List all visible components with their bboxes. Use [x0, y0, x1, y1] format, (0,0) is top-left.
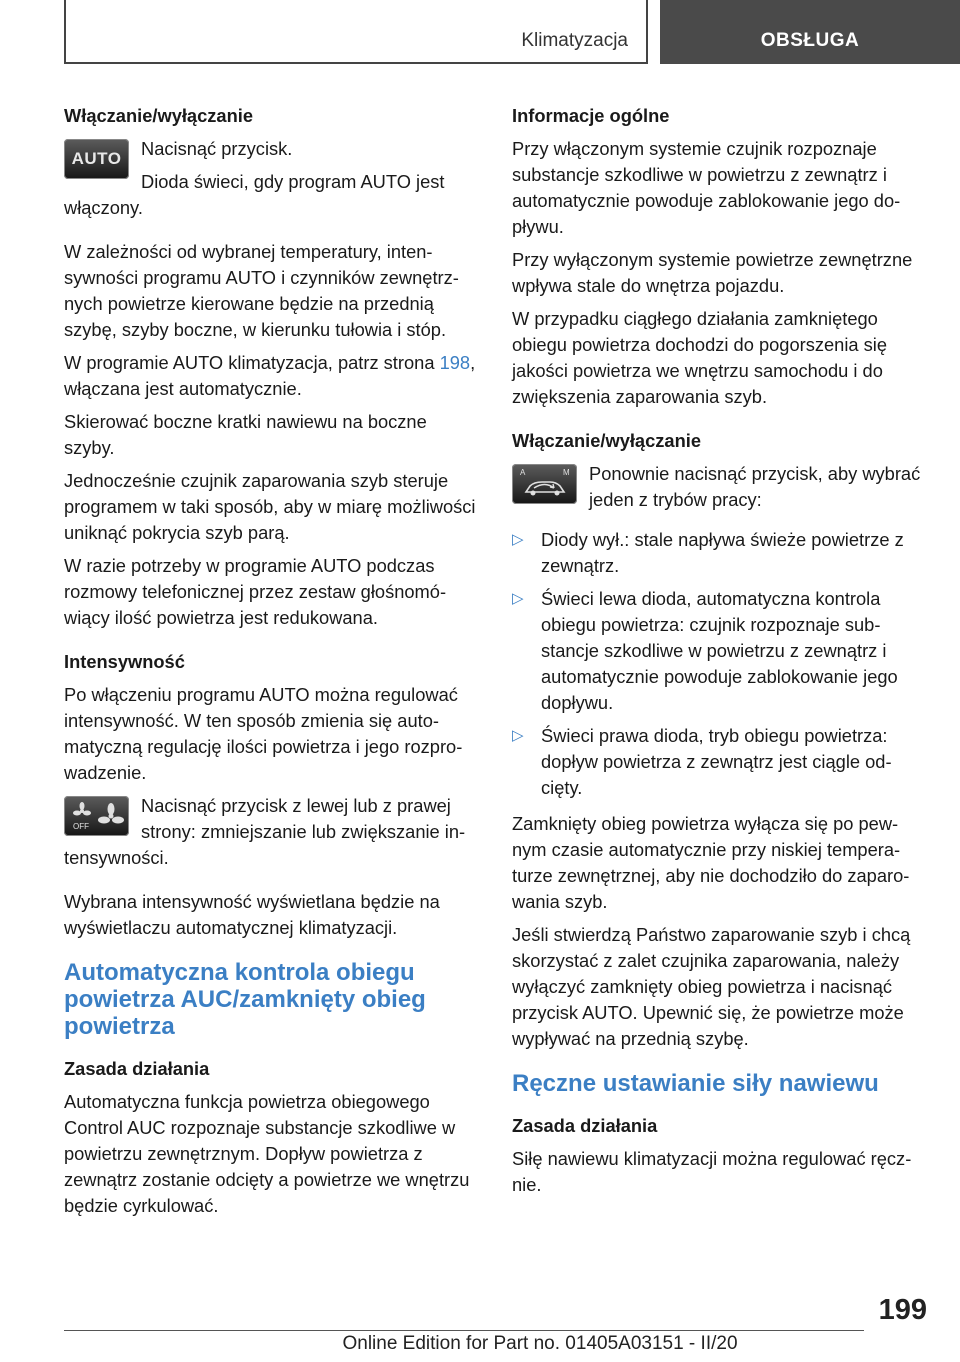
subheading-on-off: Włączanie/wyłączanie — [64, 105, 253, 126]
text-closed-loop: W przypadku ciągłego działania zamkniętego obiegu powietrza dochodzi do pogorszenia się jakości powietrza we wnętrzu samochodu i do zwiększenia zaparowania szyb. — [512, 308, 888, 407]
svg-text:OFF: OFF — [73, 822, 89, 831]
text-system-off: Przy wyłączonym systemie powietrze zewnętrzne wpływa stale do wnętrza pojazdu. — [512, 249, 913, 296]
car-recirculation-icon — [512, 464, 577, 504]
text-display: Wybrana intensywność wyświetlana będzie na wyświetlaczu automatycznej klimatyzacji. — [64, 891, 440, 938]
text-phone-call: W razie potrzeby w programie AUTO podczas rozmowy telefonicznej przez zestaw głośnomówiący ilość powietrza jest redukowana. — [64, 555, 447, 628]
fan-button-icon — [64, 796, 129, 836]
svg-text:M: M — [563, 468, 570, 477]
text-fog-sensor: Jednocześnie czujnik zaparowania szyb steruje programem w taki sposób, aby w miarę możliwości uniknąć pokrycia szyb parą. — [64, 470, 476, 543]
auto-button-icon: AUTO — [64, 139, 129, 179]
mode-list — [512, 527, 926, 801]
subheading-intensity: Intensywność — [64, 651, 185, 672]
text-fan-buttons: Nacisnąć przycisk z lewej lub z prawej strony: zmniejszanie lub zwiększanie intensywności. — [64, 795, 466, 868]
auto-button-block — [64, 136, 478, 221]
text-auto-switch-off: Zamknięty obieg powietrza wyłącza się po pewnym czasie automatycznie przy niskiej temperaturze zewnętrznej, aby nie dochodziło do zaparowania szyb. — [512, 813, 910, 912]
section-heading-manual-airflow: Ręczne ustawianie siły nawiewu — [512, 1070, 879, 1097]
text-manual-airflow: Siłę nawiewu klimatyzacji można regulować ręcznie. — [512, 1148, 912, 1195]
subheading-general-info: Informacje ogólne — [512, 105, 670, 126]
footer-divider — [64, 1330, 864, 1331]
text-air-distribution: W zależności od wybranej temperatury, intensywności programu AUTO i czynników zewnętrznych powietrze kierowane będzie na przednią szybę, szyby boczne, w kierunku tułowia i stóp. — [64, 241, 459, 340]
page-link[interactable]: 198 — [439, 352, 471, 373]
text-side-vents: Skierować boczne kratki nawiewu na boczne szyby. — [64, 411, 427, 458]
text-press-button: Nacisnąć przycisk. — [141, 138, 293, 159]
header-frame — [64, 0, 648, 64]
text-led-on: Dioda świeci, gdy program AUTO jest włączony. — [64, 171, 445, 218]
text-auto-program: W programie AUTO klimatyzacja, patrz strona 198, włączana jest automatycznie. — [64, 352, 476, 399]
right-column — [512, 103, 926, 1205]
left-column — [64, 103, 478, 1226]
text-press-again: Ponownie nacisnąć przycisk, aby wybrać jeden z trybów pracy: — [589, 463, 921, 510]
text-fog-advice: Jeśli stwierdzą Państwo zaparowanie szyb i chcą skorzystać z zalet czujnika zaparowania, należy wyłączyć zamknięty obieg powietrza i nacisnąć przycisk AUTO. Upewnić się, że powietrze może wypływać na przednią szybę. — [512, 924, 911, 1049]
list-item: ▷ Świeci prawa dioda, tryb obiegu powietrza: dopływ powietrza z zewnątrz jest ciągle odcięty. — [512, 723, 926, 801]
section-heading-auc: Automatyczna kontrola obiegu powietrza AUC/zamknięty obieg powietrza — [64, 959, 426, 1040]
svg-text:A: A — [520, 468, 526, 477]
recirculation-button-icon — [512, 464, 577, 504]
subheading-principle-manual: Zasada działania — [512, 1115, 658, 1136]
fan-button-block — [64, 793, 478, 871]
page-number: 199 — [878, 1294, 927, 1326]
list-item: ▷ Świeci lewa dioda, automatyczna kontrola obiegu powietrza: czujnik rozpoznaje substancje szkodliwe w powietrzu z zewnątrz i automatycznie powoduje zablokowanie jego dopływu. — [512, 586, 926, 716]
subheading-principle: Zasada działania — [64, 1058, 210, 1079]
header-section-title: Klimatyzacja — [521, 30, 628, 51]
recirc-button-block — [512, 461, 926, 513]
list-item: ▷ Diody wył.: stale napływa świeże powietrze z zewnątrz. — [512, 527, 926, 579]
subheading-on-off-recirc: Włączanie/wyłączanie — [512, 430, 701, 451]
fan-icon — [64, 796, 129, 836]
header-chapter-tab: OBSŁUGA — [660, 0, 960, 64]
text-intensity: Po włączeniu programu AUTO można regulować intensywność. W ten sposób zmienia się automatyczną regulację ilości powietrza i jego rozprowadzenie. — [64, 684, 463, 783]
text-system-on: Przy włączonym systemie czujnik rozpoznaje substancje szkodliwe w powietrzu z zewnątrz i automatycznie powoduje zablokowanie jego dopływu. — [512, 138, 901, 237]
text-auc-function: Automatyczna funkcja powietrza obiegowego Control AUC rozpoznaje substancje szkodliwe w powietrzu zewnętrznym. Dopływ powietrza z zewnątrz zostanie odcięty a powietrze we wnętrzu będzie cyrkulować. — [64, 1091, 470, 1216]
footer-edition: Online Edition for Part no. 01405A03151 - II/20 — [342, 1333, 738, 1354]
